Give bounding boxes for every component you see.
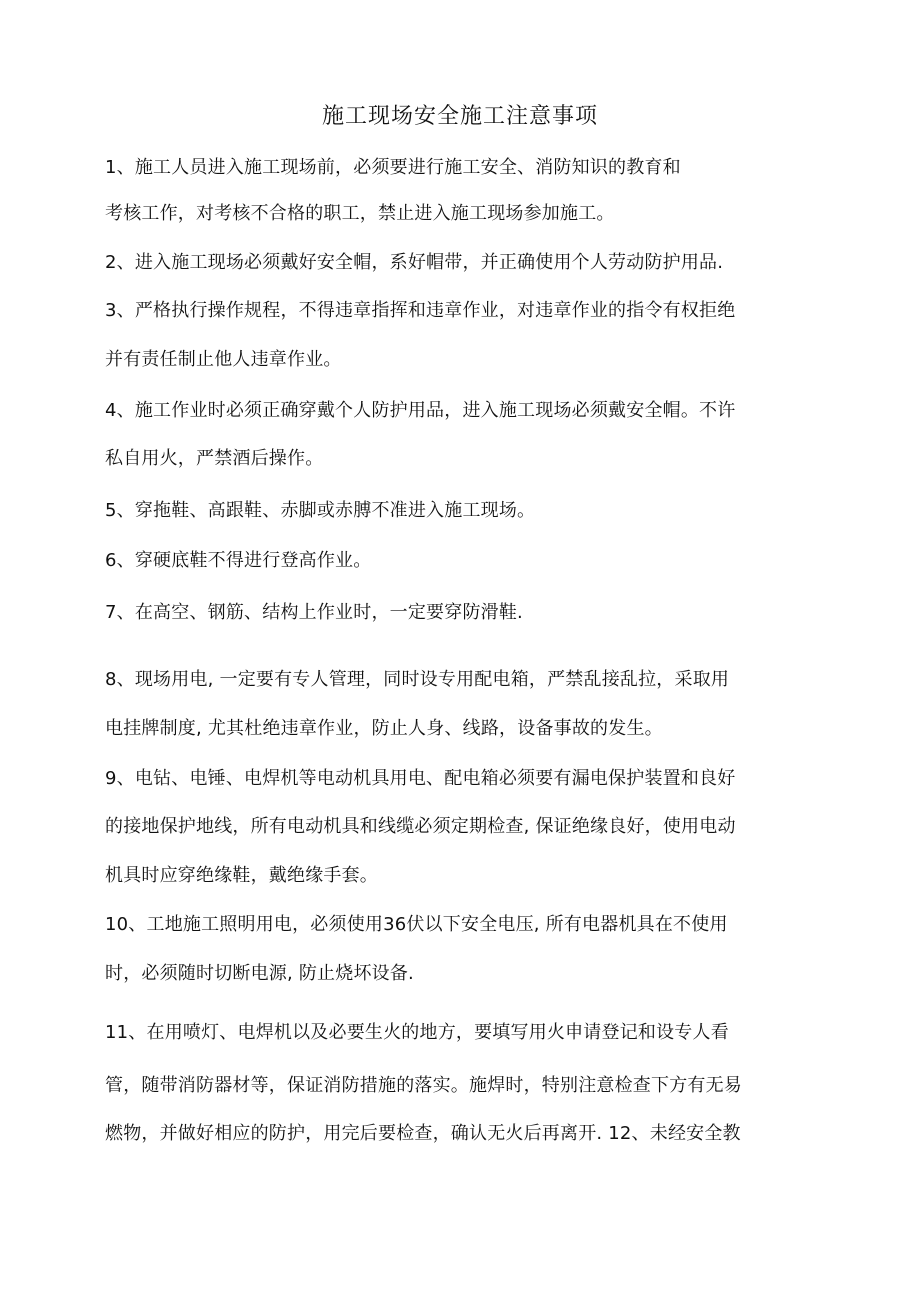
text-line-3: 2、进入施工现场必须戴好安全帽，系好帽带，并正确使用个人劳动防护用品. — [105, 252, 724, 273]
text-line-17: 时，必须随时切断电源, 防止烧坏设备. — [105, 963, 414, 984]
text-line-16: 10、工地施工照明用电，必须使用36伏以下安全电压, 所有电器机具在不使用 — [105, 914, 728, 935]
text-line-13: 9、电钻、电锤、电焊机等电动机具用电、配电箱必须要有漏电保护装置和良好 — [105, 768, 736, 789]
text-line-6: 4、施工作业时必须正确穿戴个人防护用品，进入施工现场必须戴安全帽。不许 — [105, 400, 736, 421]
text-line-15: 机具时应穿绝缘鞋，戴绝缘手套。 — [105, 865, 378, 886]
text-line-20: 燃物，并做好相应的防护，用完后要检查，确认无火后再离开. 12、未经安全教 — [105, 1123, 741, 1144]
text-line-2: 考核工作，对考核不合格的职工，禁止进入施工现场参加施工。 — [105, 203, 615, 224]
text-line-14: 的接地保护地线，所有电动机具和线缆必须定期检查, 保证绝缘良好，使用电动 — [105, 816, 736, 837]
text-line-8: 5、穿拖鞋、高跟鞋、赤脚或赤膊不准进入施工现场。 — [105, 500, 536, 521]
text-line-9: 6、穿硬底鞋不得进行登高作业。 — [105, 550, 372, 571]
document-title: 施工现场安全施工注意事项 — [321, 104, 598, 129]
text-line-5: 并有责任制止他人违章作业。 — [105, 349, 342, 370]
text-line-11: 8、现场用电, 一定要有专人管理，同时设专用配电箱，严禁乱接乱拉，采取用 — [105, 669, 730, 690]
text-line-7: 私自用火，严禁酒后操作。 — [105, 448, 324, 469]
text-line-19: 管，随带消防器材等，保证消防措施的落实。施焊时，特别注意检查下方有无易 — [105, 1075, 742, 1096]
text-line-10: 7、在高空、钢筋、结构上作业时，一定要穿防滑鞋. — [105, 602, 523, 623]
text-line-1: 1、施工人员进入施工现场前，必须要进行施工安全、消防知识的教育和 — [105, 157, 681, 178]
text-line-4: 3、严格执行操作规程，不得违章指挥和违章作业，对违章作业的指令有权拒绝 — [105, 300, 736, 321]
text-line-12: 电挂牌制度, 尤其杜绝违章作业，防止人身、线路，设备事故的发生。 — [105, 718, 663, 739]
text-line-18: 11、在用喷灯、电焊机以及必要生火的地方，要填写用火申请登记和设专人看 — [105, 1022, 729, 1043]
